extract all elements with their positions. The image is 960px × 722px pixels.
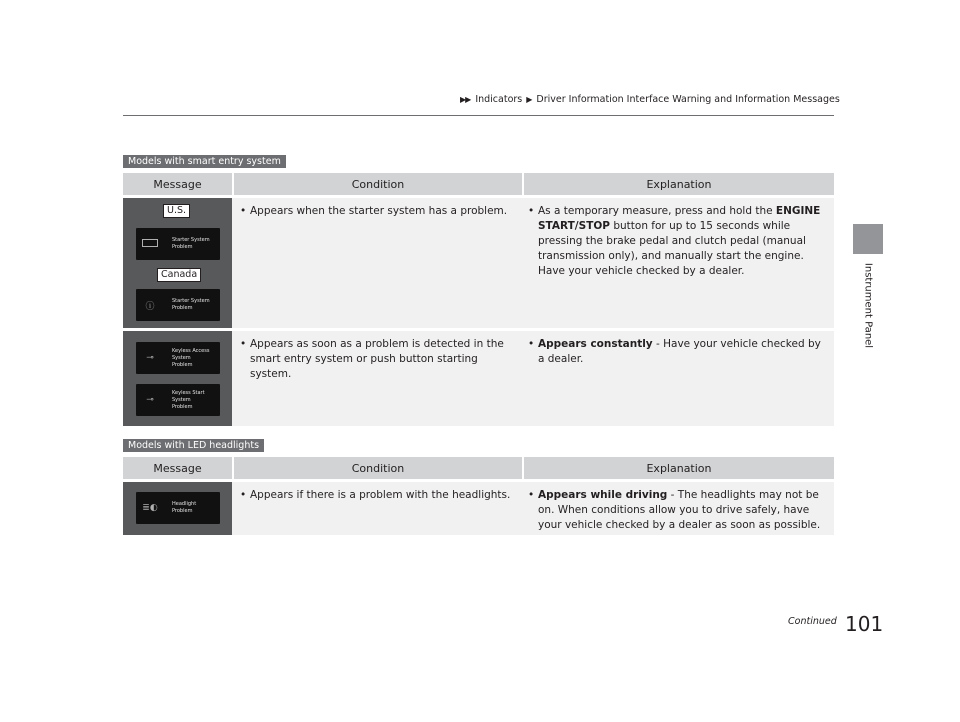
breadcrumb-arrows-icon: ▶▶ [460,95,471,104]
continued-label: Continued [788,616,837,627]
table-row [123,482,834,535]
condition-text: Appears if there is a problem with the headlights. [250,489,511,501]
warning-circle-icon: ⓘ [145,301,155,312]
bullet: • [240,489,247,501]
model-tag-led-headlights: Models with LED headlights [123,439,264,452]
display-keyless-access-problem [136,342,220,374]
bullet: • [528,489,535,501]
condition-cell [232,198,520,328]
header-condition: Condition [234,457,524,479]
region-tag-us: U.S. [163,204,190,218]
page-number: 101 [845,612,884,636]
table-row [123,198,834,328]
header-explanation: Explanation [646,461,712,475]
display-starter-problem-us [136,228,220,260]
starter-system-icon [140,239,160,250]
section-tab-marker [853,224,883,254]
table-header [123,457,834,479]
section-side-label [853,262,883,352]
display-keyless-start-problem [136,384,220,416]
headlight-warning-icon: ≣◐ [142,503,158,513]
bullet: • [528,338,535,350]
model-tag-smart-entry: Models with smart entry system [123,155,286,168]
header-explanation: Explanation [646,177,712,191]
condition-text: Appears as soon as a problem is detected in the smart entry system or push button starting system. [250,338,504,380]
smart-entry-table [123,173,834,426]
condition-cell [232,331,520,426]
screen-text: Headlight Problem [172,501,197,514]
header-divider [123,115,834,116]
breadcrumb-separator-icon: ▶ [526,95,533,104]
header-message: Message [123,457,234,479]
message-images [123,482,232,535]
message-images [123,198,232,328]
breadcrumb [460,94,840,105]
display-headlight-problem [136,492,220,524]
screen-text: Starter System Problem [172,237,210,250]
key-fob-icon: ⊸ [146,395,154,405]
message-images [123,331,232,426]
screen-text: Keyless Start System Problem [172,389,205,410]
explanation-cell [520,482,834,535]
explanation-text: Appears constantly - Have your vehicle checked by a dealer. [538,338,821,365]
screen-text: Starter System Problem [172,298,210,311]
explanation-cell [520,198,834,328]
explanation-text: As a temporary measure, press and hold the ENGINE START/STOP button for up to 15 seconds while pressing the brake pedal and clutch pedal (manual transmission only), and manually start the engine. Have your vehicle checked by a dealer. [538,205,821,277]
breadcrumb-item-messages[interactable]: Driver Information Interface Warning and Information Messages [536,94,840,105]
table-row [123,331,834,426]
header-message: Message [123,173,234,195]
explanation-text: Appears while driving - The headlights may not be on. When conditions allow you to drive safely, have your vehicle checked by a dealer as soon as possible. [538,489,821,531]
bullet: • [240,205,247,217]
condition-text: Appears when the starter system has a problem. [250,205,508,217]
region-tag-canada: Canada [157,268,201,282]
led-headlights-table [123,457,834,535]
screen-text: Keyless Access System Problem [172,347,210,368]
condition-cell [232,482,520,535]
display-starter-problem-canada [136,289,220,321]
explanation-cell [520,331,834,426]
breadcrumb-item-indicators[interactable]: Indicators [475,94,523,105]
bullet: • [240,338,247,350]
key-fob-icon: ⊸ [146,353,154,363]
side-label-text: Instrument Panel [862,262,874,349]
bullet: • [528,205,535,217]
table-header [123,173,834,195]
header-condition: Condition [234,173,524,195]
